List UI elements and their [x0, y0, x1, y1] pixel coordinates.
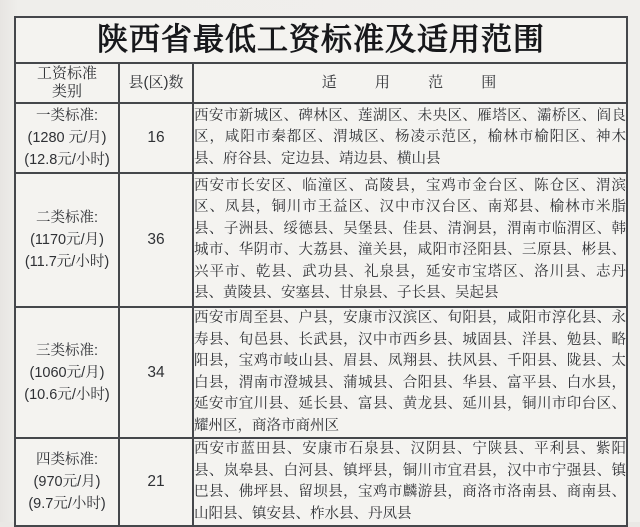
hourly-wage: (12.8元/小时) [24, 152, 110, 168]
title-row [15, 17, 627, 63]
column-header-count: 县(区)数 [119, 63, 193, 103]
minimum-wage-table [14, 16, 628, 527]
category-cell [15, 307, 119, 438]
scope-text: 西安市长安区、临潼区、高陵县，宝鸡市金台区、陈仓区、渭滨区、凤县，铜川市王益区、汉中市汉台区、南郑县、榆林市米脂县、子洲县、绥德县、吴堡县、佳县、清涧县，渭南市临渭区、韩城市、华阴市、大荔县、潼关县，咸阳市泾阳县、三原县、彬县、兴平市、乾县、武功县、礼泉县，延安市宝塔区、洛川县、志丹县、黄陵县、安塞县、甘泉县、子长县、吴起县 [193, 173, 627, 307]
monthly-wage: (970元/月) [33, 474, 101, 490]
category-cell [15, 173, 119, 307]
category-cell [15, 103, 119, 173]
scope-text: 西安市周至县、户县，安康市汉滨区、旬阳县，咸阳市淳化县、永寿县、旬邑县、长武县，汉中市西乡县、城固县、洋县、勉县、略阳县，宝鸡市岐山县、眉县、凤翔县、扶风县、千阳县、陇县、太白县，渭南市澄城县、蒲城县、合阳县、华县、富平县、白水县，延安市宜川县、延长县、富县、黄龙县、延川县，铜川市印台区、耀州区，商洛市商州区 [193, 307, 627, 438]
category-label: 一类标准: [35, 108, 99, 124]
scope-text: 西安市蓝田县、安康市石泉县、汉阴县、宁陕县、平利县、紫阳县、岚皋县、白河县、镇坪县，铜川市宜君县，汉中市宁强县、镇巴县、佛坪县、留坝县，宝鸡市麟游县，商洛市洛南县、商南县、山阳县、镇安县、柞水县、丹凤县 [193, 438, 627, 526]
category-label: 四类标准: [35, 452, 99, 468]
page-title: 陕西省最低工资标准及适用范围 [15, 17, 627, 63]
column-header-category [15, 63, 119, 103]
monthly-wage: (1170元/月) [30, 232, 104, 248]
table-row [15, 103, 627, 173]
header-row [15, 63, 627, 103]
category-label: 三类标准: [35, 342, 99, 359]
category-label: 二类标准: [35, 210, 99, 226]
hourly-wage: (9.7元/小时) [28, 496, 106, 512]
column-header-category-line1: 工资标准 [36, 65, 97, 82]
monthly-wage: (1060元/月) [29, 364, 105, 381]
column-header-scope: 适 用 范 围 [193, 63, 627, 103]
table-row [15, 438, 627, 526]
table-row [15, 173, 627, 307]
county-count: 21 [119, 438, 193, 526]
county-count: 36 [119, 173, 193, 307]
category-cell [15, 438, 119, 526]
hourly-wage: (10.6元/小时) [24, 386, 110, 403]
hourly-wage: (11.7元/小时) [24, 254, 110, 270]
table-row [15, 307, 627, 438]
county-count: 16 [119, 103, 193, 173]
scope-text: 西安市新城区、碑林区、莲湖区、未央区、雁塔区、灞桥区、阎良区，咸阳市秦都区、渭城区、杨凌示范区，榆林市榆阳区、神木县、府谷县、定边县、靖边县、横山县 [193, 103, 627, 173]
column-header-category-line2: 类别 [51, 83, 82, 100]
monthly-wage: (1280 元/月) [27, 130, 107, 146]
county-count: 34 [119, 307, 193, 438]
